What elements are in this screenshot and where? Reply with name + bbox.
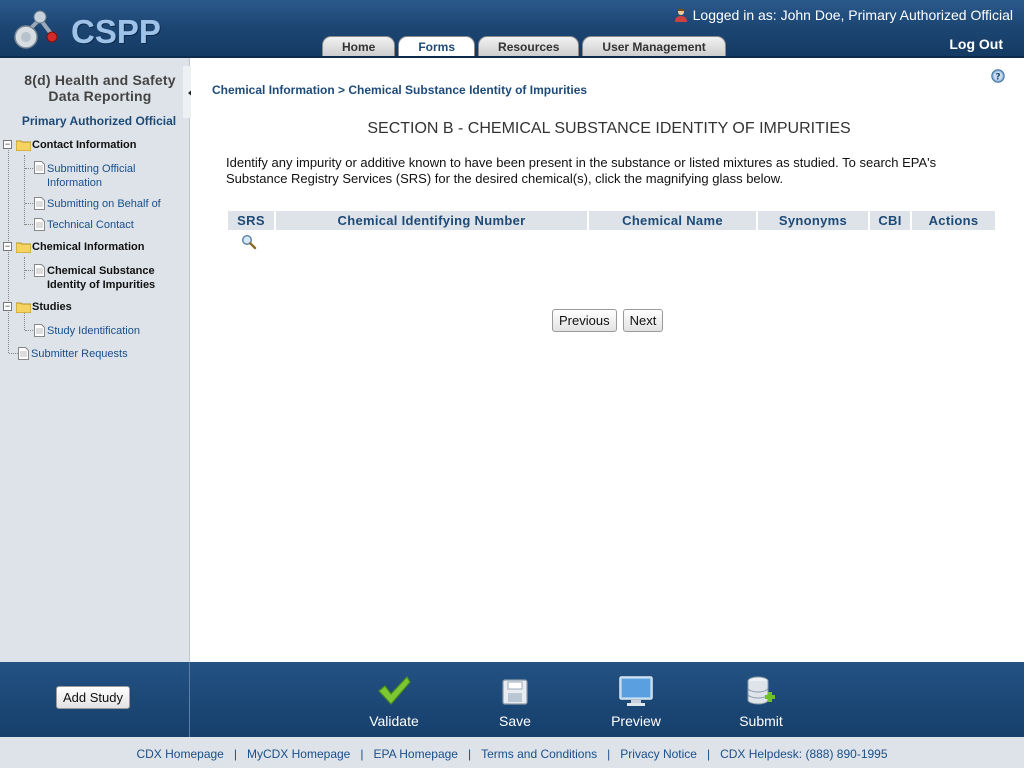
- database-add-icon: [745, 674, 777, 708]
- svg-text:?: ?: [995, 72, 1001, 83]
- tree-submitting-official-information[interactable]: [47, 162, 135, 190]
- footer-link-mycdx-homepage[interactable]: MyCDX Homepage: [246, 747, 351, 761]
- save-button[interactable]: [470, 674, 560, 729]
- tree-technical-contact[interactable]: Technical Contact: [47, 219, 134, 231]
- preview-button[interactable]: [591, 674, 681, 729]
- tab-home[interactable]: Home: [322, 36, 395, 58]
- pagination-buttons: [552, 309, 669, 332]
- tree-chemical-substance-line1: Chemical Substance: [47, 265, 155, 277]
- save-label: Save: [499, 713, 531, 729]
- document-icon: [34, 264, 45, 277]
- previous-button[interactable]: Previous: [552, 309, 617, 332]
- validate-label: Validate: [369, 713, 419, 729]
- molecule-icon: [12, 5, 64, 51]
- floppy-disk-icon: [501, 674, 529, 708]
- sidebar-title-line1: 8(d) Health and Safety: [24, 72, 176, 88]
- tree-submitting-official-line2: Information: [47, 177, 103, 189]
- sidebar-title-line2: Data Reporting: [48, 88, 152, 104]
- document-icon: [34, 197, 45, 210]
- logged-in-user: John Doe, Primary Authorized Official: [780, 7, 1013, 23]
- tree-line: [25, 330, 33, 331]
- tree-submitting-on-behalf-of[interactable]: Submitting on Behalf of: [47, 198, 161, 210]
- logout-link[interactable]: Log Out: [949, 36, 1003, 52]
- sidebar-title: [0, 72, 200, 104]
- document-icon: [34, 218, 45, 231]
- cspp-logo[interactable]: [12, 5, 161, 51]
- tree-line: [8, 150, 9, 353]
- tree-line: [24, 312, 25, 330]
- footer-link-helpdesk[interactable]: CDX Helpdesk: (888) 890-1995: [720, 747, 888, 761]
- footer-separator: |: [467, 747, 472, 761]
- document-icon: [18, 347, 29, 360]
- footer-link-terms[interactable]: Terms and Conditions: [481, 747, 598, 761]
- folder-icon: [16, 302, 31, 313]
- monitor-icon: [618, 674, 654, 708]
- footer-link-cdx-homepage[interactable]: CDX Homepage: [136, 747, 224, 761]
- column-header-synonyms: Synonyms: [758, 211, 868, 230]
- tree-line: [25, 168, 33, 169]
- footer-separator: |: [706, 747, 711, 761]
- help-icon[interactable]: [991, 69, 1005, 83]
- header: [0, 0, 1024, 58]
- tree-chemical-substance-identity[interactable]: [47, 264, 155, 292]
- footer-separator: |: [607, 747, 611, 761]
- preview-label: Preview: [611, 713, 661, 729]
- document-icon: [34, 161, 45, 174]
- column-header-chemical-identifying-number: Chemical Identifying Number: [276, 211, 587, 230]
- validate-button[interactable]: [349, 674, 439, 729]
- add-study-button[interactable]: Add Study: [56, 686, 130, 709]
- column-header-cbi: CBI: [870, 211, 910, 230]
- tree-line: [9, 353, 18, 354]
- tree-chemical-substance-line2: Identity of Impurities: [47, 279, 156, 291]
- submit-label: Submit: [739, 713, 783, 729]
- main-tabs: [322, 36, 729, 58]
- next-button[interactable]: Next: [623, 309, 664, 332]
- folder-icon: [16, 140, 31, 151]
- action-bar: [0, 662, 1024, 737]
- expand-contact-toggle[interactable]: −: [4, 139, 11, 149]
- action-bar-left: [0, 662, 190, 737]
- tab-resources[interactable]: Resources: [478, 36, 579, 58]
- checkmark-icon: [376, 674, 412, 708]
- tree-line: [24, 155, 25, 225]
- tree-study-identification[interactable]: Study Identification: [47, 325, 140, 337]
- sidebar-role: Primary Authorized Official: [21, 114, 177, 128]
- column-header-chemical-name: Chemical Name: [589, 211, 756, 230]
- tree-line: [25, 224, 33, 225]
- srs-search-icon[interactable]: [241, 234, 257, 250]
- tree-line: [25, 270, 33, 271]
- tree-line: [25, 203, 33, 204]
- submit-button[interactable]: [716, 674, 806, 729]
- tree-chemical-information[interactable]: Chemical Information: [32, 241, 145, 253]
- column-header-actions: Actions: [912, 211, 995, 230]
- tab-forms[interactable]: Forms: [398, 36, 475, 59]
- column-header-srs: SRS: [228, 211, 274, 230]
- expand-studies-toggle[interactable]: −: [4, 301, 11, 311]
- main-content: [191, 58, 1024, 662]
- tree-studies[interactable]: Studies: [32, 301, 72, 313]
- expand-chemical-toggle[interactable]: −: [4, 241, 11, 251]
- logged-in-status: [674, 7, 1013, 23]
- footer-link-privacy[interactable]: Privacy Notice: [620, 747, 697, 761]
- breadcrumb[interactable]: Chemical Information > Chemical Substance Identity of Impurities: [212, 83, 588, 97]
- tree-submitting-official-line1: Submitting Official: [47, 163, 136, 175]
- sidebar: [0, 58, 190, 662]
- logged-in-prefix: Logged in as:: [692, 7, 777, 23]
- user-icon: [674, 8, 688, 22]
- tree-submitter-requests[interactable]: Submitter Requests: [31, 348, 128, 360]
- tab-user-management[interactable]: User Management: [582, 36, 725, 58]
- tree-line: [24, 257, 25, 279]
- section-title: SECTION B - CHEMICAL SUBSTANCE IDENTITY OF IMPURITIES: [367, 120, 851, 137]
- footer-link-epa-homepage[interactable]: EPA Homepage: [373, 747, 458, 761]
- instructions-text: Identify any impurity or additive known to have been present in the substance or listed mixtures as studied. To search EPA's Substance Registry Services (SRS) for the desired chemical(s), click the magnifying glass below.: [226, 155, 937, 186]
- impurities-table: [226, 211, 997, 230]
- document-icon: [34, 324, 45, 337]
- footer-separator: |: [233, 747, 237, 761]
- footer-links: [0, 737, 1024, 768]
- tree-contact-information[interactable]: Contact Information: [32, 139, 137, 151]
- app-name: CSPP: [71, 13, 161, 50]
- folder-icon: [16, 242, 31, 253]
- footer-separator: |: [360, 747, 364, 761]
